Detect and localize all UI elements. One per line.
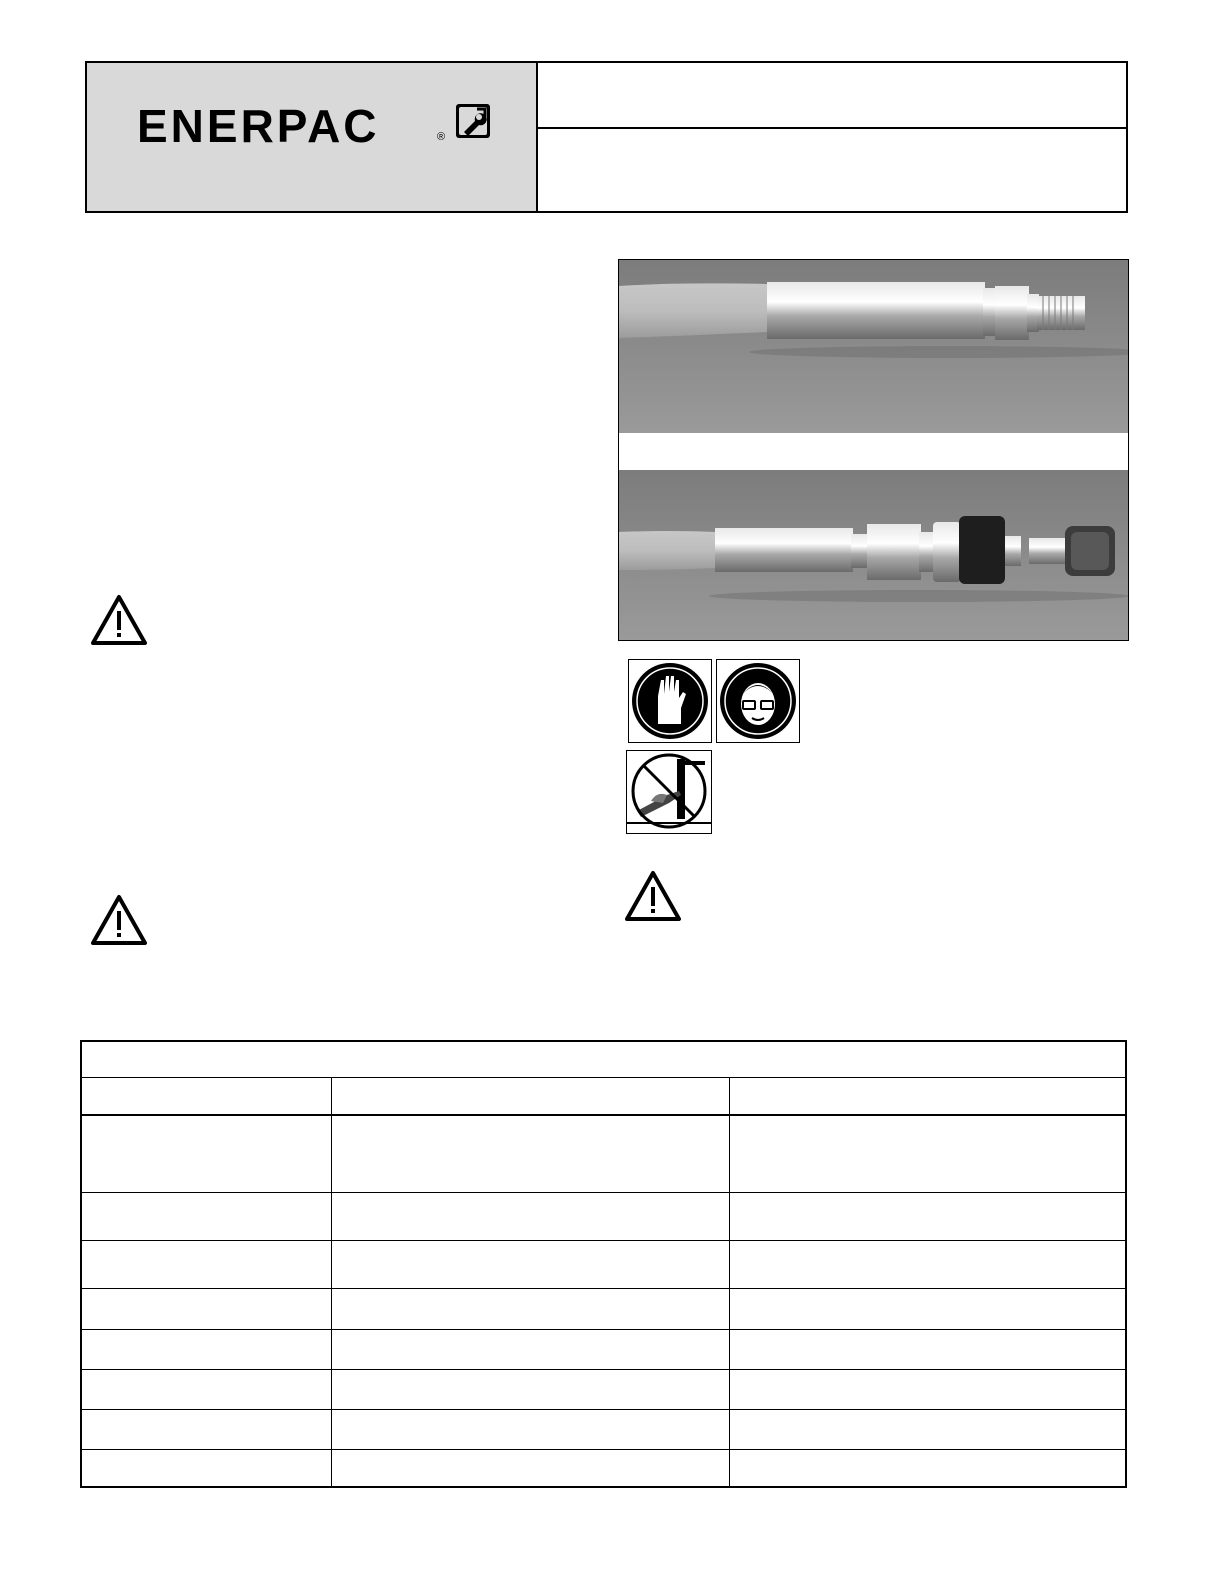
- table-row-divider: [82, 1409, 1125, 1410]
- hose-fittings-illustration: [619, 260, 1129, 641]
- specification-table: [80, 1040, 1127, 1488]
- no-hand-near-hose-icon: [626, 750, 712, 834]
- table-row-divider: [82, 1192, 1125, 1193]
- title-row-1: [538, 63, 1126, 129]
- title-row-2: [538, 129, 1126, 211]
- table-title-divider: [82, 1077, 1125, 1078]
- table-row-divider: [82, 1369, 1125, 1370]
- table-column-divider: [729, 1078, 730, 1486]
- eye-protection-required-icon: [716, 659, 800, 743]
- warning-triangle-icon: [90, 594, 148, 646]
- table-header-divider: [82, 1114, 1125, 1116]
- table-row-divider: [82, 1329, 1125, 1330]
- table-column-divider: [331, 1078, 332, 1486]
- warning-triangle-icon: [90, 894, 148, 946]
- table-row-divider: [82, 1449, 1125, 1450]
- logo-panel: [87, 63, 538, 211]
- warning-triangle-icon: [624, 870, 682, 922]
- document-header: [85, 61, 1128, 213]
- registered-mark: ®: [437, 131, 446, 143]
- table-row-divider: [82, 1288, 1125, 1289]
- gloves-required-icon: [628, 659, 712, 743]
- table-row-divider: [82, 1240, 1125, 1241]
- enerpac-wrench-logo-icon: [455, 103, 491, 139]
- brand-logo-text: ENERPAC: [137, 100, 380, 152]
- hose-end-with-quick-coupler: [619, 470, 1129, 641]
- hose-end-with-threaded-fitting: [619, 260, 1129, 433]
- product-photo: [618, 259, 1129, 641]
